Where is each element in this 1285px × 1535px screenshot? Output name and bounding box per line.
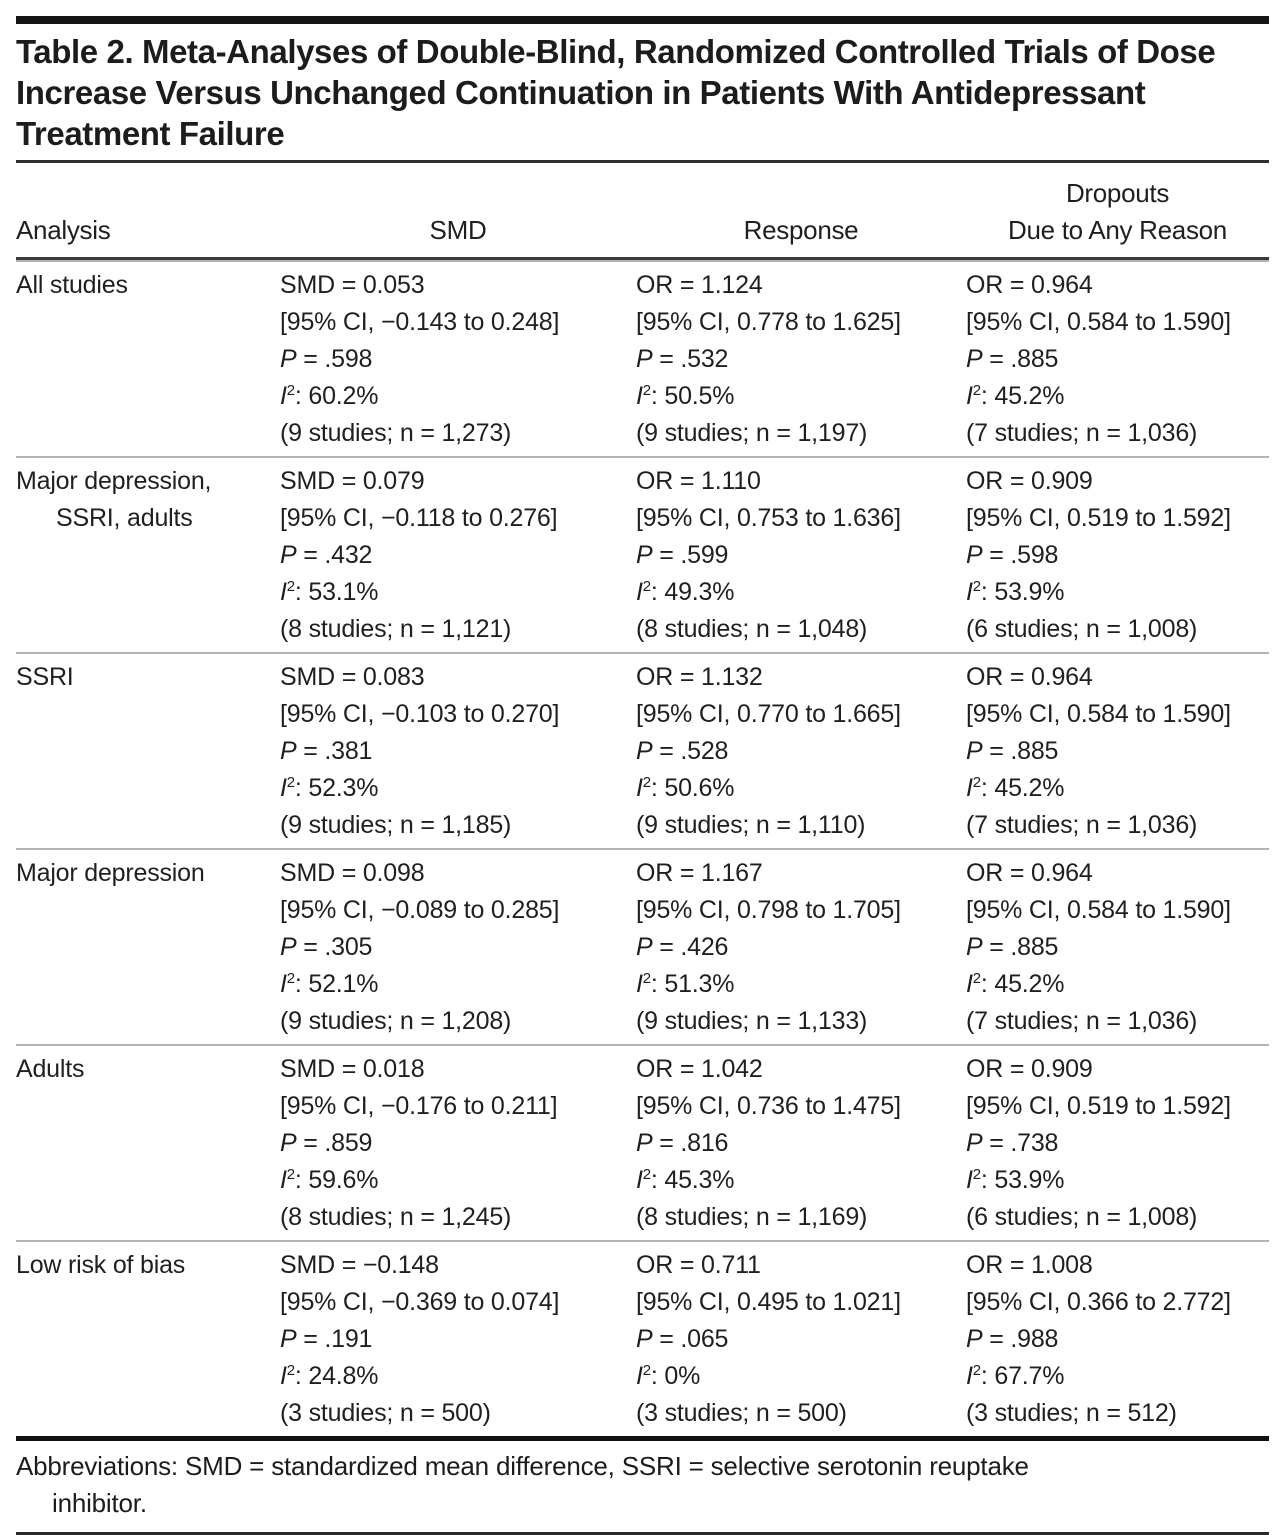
studies-n: (3 studies; n = 500): [280, 1399, 491, 1427]
confidence-interval: [95% CI, −0.118 to 0.276]: [280, 504, 558, 532]
i-squared: $I^2$: 50.6%: [636, 774, 735, 802]
confidence-interval: [95% CI, 0.770 to 1.665]: [636, 700, 901, 728]
i-squared: $I^2$: 0%: [636, 1362, 701, 1390]
smd-cell: [280, 1247, 636, 1432]
table-row-ssri: [16, 652, 1269, 848]
i-squared: $I^2$: 24.8%: [280, 1362, 379, 1390]
p-value: P = .191: [280, 1325, 373, 1353]
studies-n: (9 studies; n = 1,197): [636, 419, 868, 447]
estimate: OR = 0.964: [966, 271, 1093, 299]
column-header-dropouts: [966, 175, 1269, 249]
estimate: OR = 0.711: [636, 1251, 761, 1279]
p-value: P = .599: [636, 541, 729, 569]
response-cell: [636, 267, 966, 452]
studies-n: (7 studies; n = 1,036): [966, 419, 1198, 447]
p-value: P = .885: [966, 737, 1059, 765]
studies-n: (9 studies; n = 1,273): [280, 419, 512, 447]
p-value: P = .381: [280, 737, 373, 765]
dropouts-cell: [966, 1247, 1269, 1432]
estimate: OR = 1.008: [966, 1251, 1093, 1279]
confidence-interval: [95% CI, 0.584 to 1.590]: [966, 308, 1231, 336]
response-cell: [636, 463, 966, 648]
column-header-dropouts-line2: Due to Any Reason: [1008, 215, 1227, 245]
i-squared: $I^2$: 67.7%: [966, 1362, 1065, 1390]
estimate: OR = 1.042: [636, 1055, 763, 1083]
estimate: OR = 1.132: [636, 663, 763, 691]
confidence-interval: [95% CI, 0.519 to 1.592]: [966, 1092, 1231, 1120]
p-value: P = .816: [636, 1129, 729, 1157]
confidence-interval: [95% CI, −0.103 to 0.270]: [280, 700, 560, 728]
studies-n: (3 studies; n = 500): [636, 1399, 847, 1427]
studies-n: (8 studies; n = 1,245): [280, 1203, 512, 1231]
table-title: [16, 31, 1269, 154]
i-squared: $I^2$: 53.9%: [966, 578, 1065, 606]
i-squared: $I^2$: 49.3%: [636, 578, 735, 606]
estimate: OR = 0.964: [966, 859, 1093, 887]
studies-n: (6 studies; n = 1,008): [966, 1203, 1198, 1231]
column-header-dropouts-line1: Dropouts: [1065, 178, 1170, 208]
i-squared: $I^2$: 45.3%: [636, 1166, 735, 1194]
analysis-label: Adults: [16, 1055, 85, 1083]
table-row-all-studies: [16, 260, 1269, 456]
table-title-line: Treatment Failure: [16, 115, 285, 152]
dropouts-cell: [966, 463, 1269, 648]
table-row-major-depression-ssri-adults: [16, 456, 1269, 652]
confidence-interval: [95% CI, 0.736 to 1.475]: [636, 1092, 901, 1120]
p-value: P = .598: [966, 541, 1059, 569]
confidence-interval: [95% CI, −0.369 to 0.074]: [280, 1288, 560, 1316]
studies-n: (9 studies; n = 1,133): [636, 1007, 868, 1035]
footnote-line: Abbreviations: SMD = standardized mean difference, SSRI = selective serotonin reuptake: [16, 1451, 1029, 1481]
studies-n: (9 studies; n = 1,110): [636, 811, 866, 839]
estimate: SMD = 0.053: [280, 271, 425, 299]
studies-n: (9 studies; n = 1,208): [280, 1007, 512, 1035]
p-value: P = .305: [280, 933, 373, 961]
smd-cell: [280, 1051, 636, 1236]
analysis-label: All studies: [16, 271, 128, 299]
studies-n: (7 studies; n = 1,036): [966, 811, 1198, 839]
i-squared: $I^2$: 60.2%: [280, 382, 379, 410]
estimate: OR = 0.964: [966, 663, 1093, 691]
confidence-interval: [95% CI, 0.366 to 2.772]: [966, 1288, 1231, 1316]
table-title-line: Table 2. Meta-Analyses of Double-Blind, Randomized Controlled Trials of Dose: [16, 33, 1216, 70]
dropouts-cell: [966, 267, 1269, 452]
estimate: SMD = 0.079: [280, 467, 425, 495]
table-title-line: Increase Versus Unchanged Continuation in Patients With Antidepressant: [16, 74, 1146, 111]
response-cell: [636, 659, 966, 844]
i-squared: $I^2$: 53.9%: [966, 1166, 1065, 1194]
studies-n: (6 studies; n = 1,008): [966, 615, 1198, 643]
confidence-interval: [95% CI, 0.584 to 1.590]: [966, 896, 1231, 924]
studies-n: (7 studies; n = 1,036): [966, 1007, 1198, 1035]
p-value: P = .988: [966, 1325, 1059, 1353]
p-value: P = .528: [636, 737, 729, 765]
estimate: SMD = 0.098: [280, 859, 425, 887]
dropouts-cell: [966, 659, 1269, 844]
studies-n: (9 studies; n = 1,185): [280, 811, 512, 839]
i-squared: $I^2$: 45.2%: [966, 970, 1065, 998]
footnote-line: inhibitor.: [52, 1488, 147, 1518]
dropouts-cell: [966, 1051, 1269, 1236]
column-header-response: Response: [743, 215, 859, 245]
column-header-analysis: Analysis: [16, 215, 111, 245]
i-squared: $I^2$: 52.3%: [280, 774, 379, 802]
smd-cell: [280, 855, 636, 1040]
i-squared: $I^2$: 52.1%: [280, 970, 379, 998]
confidence-interval: [95% CI, −0.089 to 0.285]: [280, 896, 560, 924]
table-row-major-depression: [16, 848, 1269, 1044]
confidence-interval: [95% CI, 0.753 to 1.636]: [636, 504, 901, 532]
estimate: SMD = −0.148: [280, 1251, 439, 1279]
analysis-label: Low risk of bias: [16, 1251, 186, 1279]
table-row-adults: [16, 1044, 1269, 1240]
p-value: P = .885: [966, 345, 1059, 373]
studies-n: (3 studies; n = 512): [966, 1399, 1177, 1427]
dropouts-cell: [966, 855, 1269, 1040]
column-header-smd: SMD: [429, 215, 487, 245]
i-squared: $I^2$: 45.2%: [966, 382, 1065, 410]
response-cell: [636, 1247, 966, 1432]
p-value: P = .532: [636, 345, 729, 373]
confidence-interval: [95% CI, −0.176 to 0.211]: [280, 1092, 558, 1120]
estimate: OR = 1.124: [636, 271, 763, 299]
table-row-low-risk-of-bias: [16, 1240, 1269, 1436]
analysis-label: Major depression, SSRI, adults: [16, 467, 212, 532]
i-squared: $I^2$: 51.3%: [636, 970, 735, 998]
smd-cell: [280, 267, 636, 452]
i-squared: $I^2$: 53.1%: [280, 578, 379, 606]
estimate: OR = 0.909: [966, 1055, 1093, 1083]
estimate: OR = 1.110: [636, 467, 761, 495]
analysis-label: SSRI: [16, 663, 74, 691]
p-value: P = .859: [280, 1129, 373, 1157]
i-squared: $I^2$: 50.5%: [636, 382, 735, 410]
confidence-interval: [95% CI, 0.519 to 1.592]: [966, 504, 1231, 532]
response-cell: [636, 1051, 966, 1236]
abbreviations-footnote: [16, 1441, 1269, 1526]
i-squared: $I^2$: 59.6%: [280, 1166, 379, 1194]
confidence-interval: [95% CI, −0.143 to 0.248]: [280, 308, 560, 336]
confidence-interval: [95% CI, 0.778 to 1.625]: [636, 308, 901, 336]
estimate: SMD = 0.018: [280, 1055, 425, 1083]
smd-cell: [280, 659, 636, 844]
studies-n: (8 studies; n = 1,169): [636, 1203, 868, 1231]
estimate: SMD = 0.083: [280, 663, 425, 691]
confidence-interval: [95% CI, 0.584 to 1.590]: [966, 700, 1231, 728]
analysis-label: Major depression: [16, 859, 205, 887]
confidence-interval: [95% CI, 0.798 to 1.705]: [636, 896, 901, 924]
p-value: P = .065: [636, 1325, 729, 1353]
table-top-rule: [16, 16, 1269, 24]
estimate: OR = 0.909: [966, 467, 1093, 495]
table-header-row: [16, 163, 1269, 260]
smd-cell: [280, 463, 636, 648]
p-value: P = .885: [966, 933, 1059, 961]
response-cell: [636, 855, 966, 1040]
confidence-interval: [95% CI, 0.495 to 1.021]: [636, 1288, 901, 1316]
i-squared: $I^2$: 45.2%: [966, 774, 1065, 802]
studies-n: (8 studies; n = 1,048): [636, 615, 868, 643]
p-value: P = .426: [636, 933, 729, 961]
estimate: OR = 1.167: [636, 859, 763, 887]
p-value: P = .598: [280, 345, 373, 373]
p-value: P = .738: [966, 1129, 1059, 1157]
p-value: P = .432: [280, 541, 373, 569]
studies-n: (8 studies; n = 1,121): [280, 615, 512, 643]
